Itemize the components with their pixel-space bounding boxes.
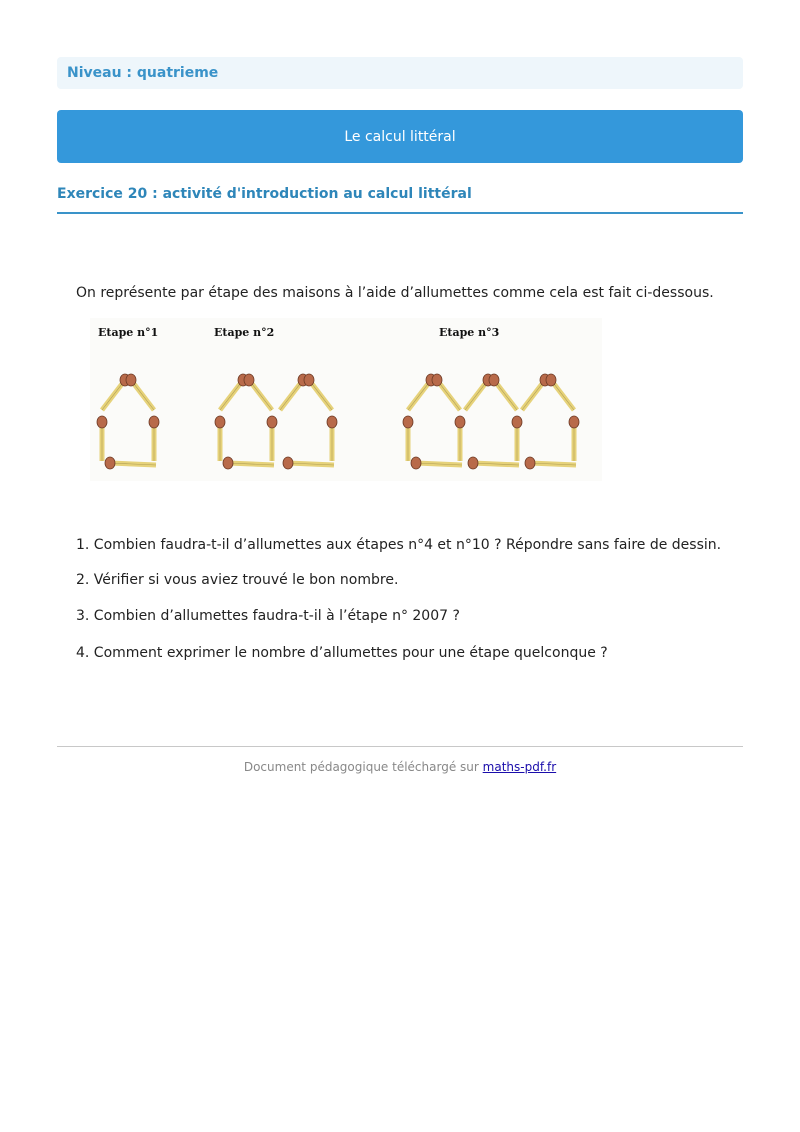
question-2: 2. Vérifier si vous aviez trouvé le bon nombre. bbox=[76, 572, 399, 588]
exercise-title-underline bbox=[57, 212, 743, 214]
matchstick bbox=[283, 457, 334, 469]
matchsticks-group bbox=[97, 374, 579, 469]
matchstick bbox=[149, 416, 159, 461]
matchstick bbox=[267, 416, 277, 461]
matchstick bbox=[512, 416, 522, 461]
matchstick bbox=[489, 374, 517, 410]
matchstick bbox=[327, 416, 337, 461]
level-label: Niveau : quatrieme bbox=[67, 65, 219, 81]
footer-text: Document pédagogique téléchargé sur bbox=[243, 760, 479, 774]
matchstick-houses-figure bbox=[90, 318, 602, 481]
exercise-title: Exercice 20 : activité d'introduction au calcul littéral bbox=[57, 186, 472, 202]
footer-divider bbox=[57, 746, 743, 747]
matchstick bbox=[215, 416, 225, 461]
exercise-intro: On représente par étape des maisons à l’aide d’allumettes comme cela est fait ci-dessous. bbox=[76, 285, 714, 301]
matchstick bbox=[455, 416, 465, 461]
matchstick bbox=[126, 374, 154, 410]
matchstick bbox=[569, 416, 579, 461]
chapter-banner bbox=[57, 110, 743, 163]
matchstick bbox=[432, 374, 460, 410]
question-4: 4. Comment exprimer le nombre d’allumettes pour une étape quelconque ? bbox=[76, 645, 608, 661]
matchstick bbox=[468, 457, 519, 469]
matchstick bbox=[97, 416, 107, 461]
matchstick bbox=[525, 457, 576, 469]
matchstick bbox=[403, 416, 413, 461]
matchstick bbox=[411, 457, 462, 469]
matchstick bbox=[304, 374, 332, 410]
step-label-2: Etape n°2 bbox=[214, 326, 275, 339]
question-1: 1. Combien faudra-t-il d’allumettes aux étapes n°4 et n°10 ? Répondre sans faire de dessin. bbox=[76, 537, 722, 553]
footer-link[interactable]: maths-pdf.fr bbox=[482, 760, 557, 774]
chapter-title: Le calcul littéral bbox=[344, 128, 456, 145]
question-3: 3. Combien d’allumettes faudra-t-il à l’étape n° 2007 ? bbox=[76, 608, 460, 624]
matchstick bbox=[223, 457, 274, 469]
step-label-3: Etape n°3 bbox=[439, 326, 500, 339]
matchstick bbox=[105, 457, 156, 469]
footer bbox=[0, 760, 800, 774]
step-label-1: Etape n°1 bbox=[98, 326, 159, 339]
matchstick bbox=[244, 374, 272, 410]
level-box bbox=[57, 57, 743, 89]
matchstick bbox=[546, 374, 574, 410]
